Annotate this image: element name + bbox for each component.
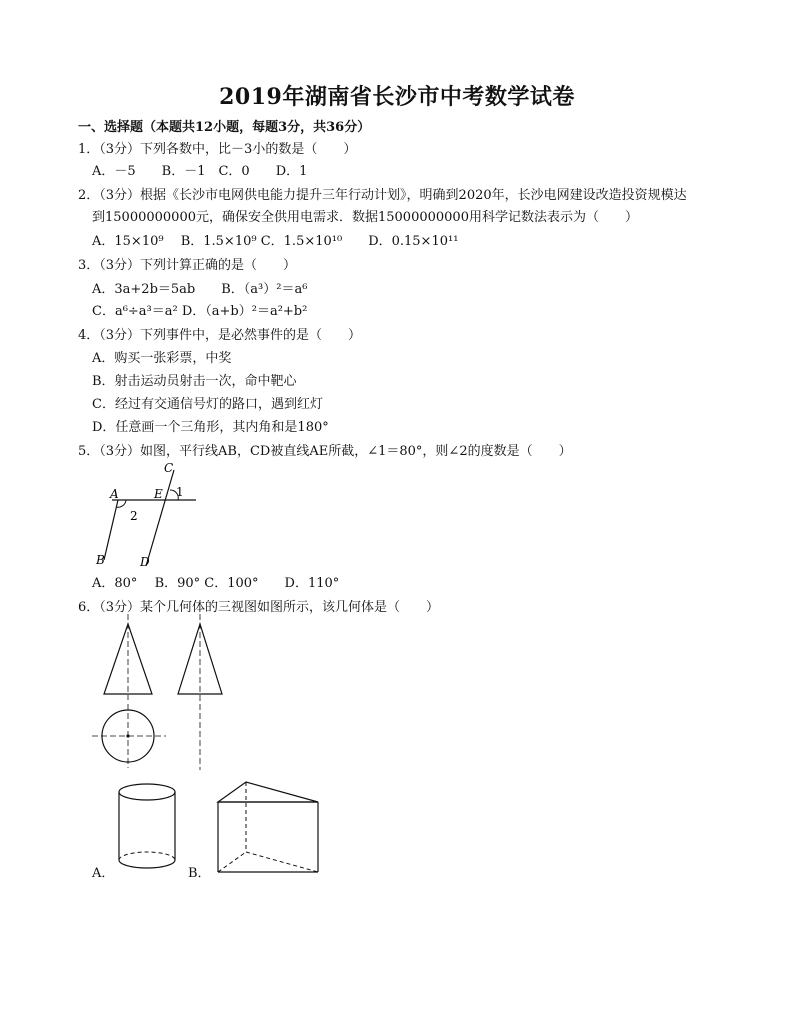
question-4-option-b: B．射击运动员射击一次，命中靶心: [92, 374, 297, 389]
top-view-center: [126, 734, 129, 737]
option-b-prism: [210, 776, 330, 880]
question-3-stem: 3．（3分）下列计算正确的是（ ）: [78, 258, 297, 273]
line-ab: [104, 500, 118, 560]
section-heading: 一、选择题（本题共12小题，每题3分，共36分）: [78, 120, 371, 135]
line-cd: [146, 470, 174, 566]
label-a: A: [110, 487, 119, 501]
label-c: C: [164, 461, 174, 475]
label-b: B: [96, 553, 105, 567]
question-5-stem: 5．（3分）如图，平行线AB，CD被直线AE所截，∠1＝80°，则∠2的度数是（ ）: [78, 444, 572, 459]
question-6-option-a-label: A．: [92, 866, 115, 881]
question-5-options: A．80° B．90° C．100° D．110°: [92, 576, 340, 591]
question-2-options: A．15×10⁹ B．1.5×10⁹ C．1.5×10¹⁰ D．0.15×10¹¹: [92, 234, 459, 249]
question-4-option-c: C．经过有交通信号灯的路口，遇到红灯: [92, 397, 323, 412]
question-3-options-2: C．a⁶÷a³＝a² D．（a+b）²＝a²+b²: [92, 304, 308, 319]
label-d: D: [140, 555, 150, 569]
question-4-option-d: D．任意画一个三角形，其内角和是180°: [92, 420, 329, 435]
label-e: E: [154, 487, 163, 501]
question-6-stem: 6．（3分）某个几何体的三视图如图所示，该几何体是（ ）: [78, 600, 440, 615]
question-3-options-1: A．3a+2b＝5ab B．（a³）²＝a⁶: [92, 282, 308, 297]
page-title: 2019年湖南省长沙市中考数学试卷: [219, 84, 575, 110]
question-4-stem: 4．（3分）下列事件中，是必然事件的是（ ）: [78, 328, 362, 343]
question-2-stem-line1: 2．（3分）根据《长沙市电网供电能力提升三年行动计划》，明确到2020年，长沙电网建设改造投资规模达: [78, 188, 687, 203]
label-angle-1: 1: [176, 485, 184, 499]
question-1-options: A．－5 B．－1 C．0 D．1: [92, 164, 308, 179]
three-view-drawing: [88, 612, 268, 772]
question-6-option-b-label: B．: [188, 866, 211, 881]
label-angle-2: 2: [130, 509, 138, 523]
question-4-option-a: A．购买一张彩票，中奖: [92, 351, 232, 366]
question-5-figure: [88, 460, 208, 572]
option-a-cylinder: [112, 780, 182, 880]
question-2-stem-line2: 到15000000000元，确保安全供用电需求．数据15000000000用科学记数法表示为（ ）: [92, 210, 638, 225]
question-1-stem: 1．（3分）下列各数中，比－3小的数是（ ）: [78, 142, 357, 157]
